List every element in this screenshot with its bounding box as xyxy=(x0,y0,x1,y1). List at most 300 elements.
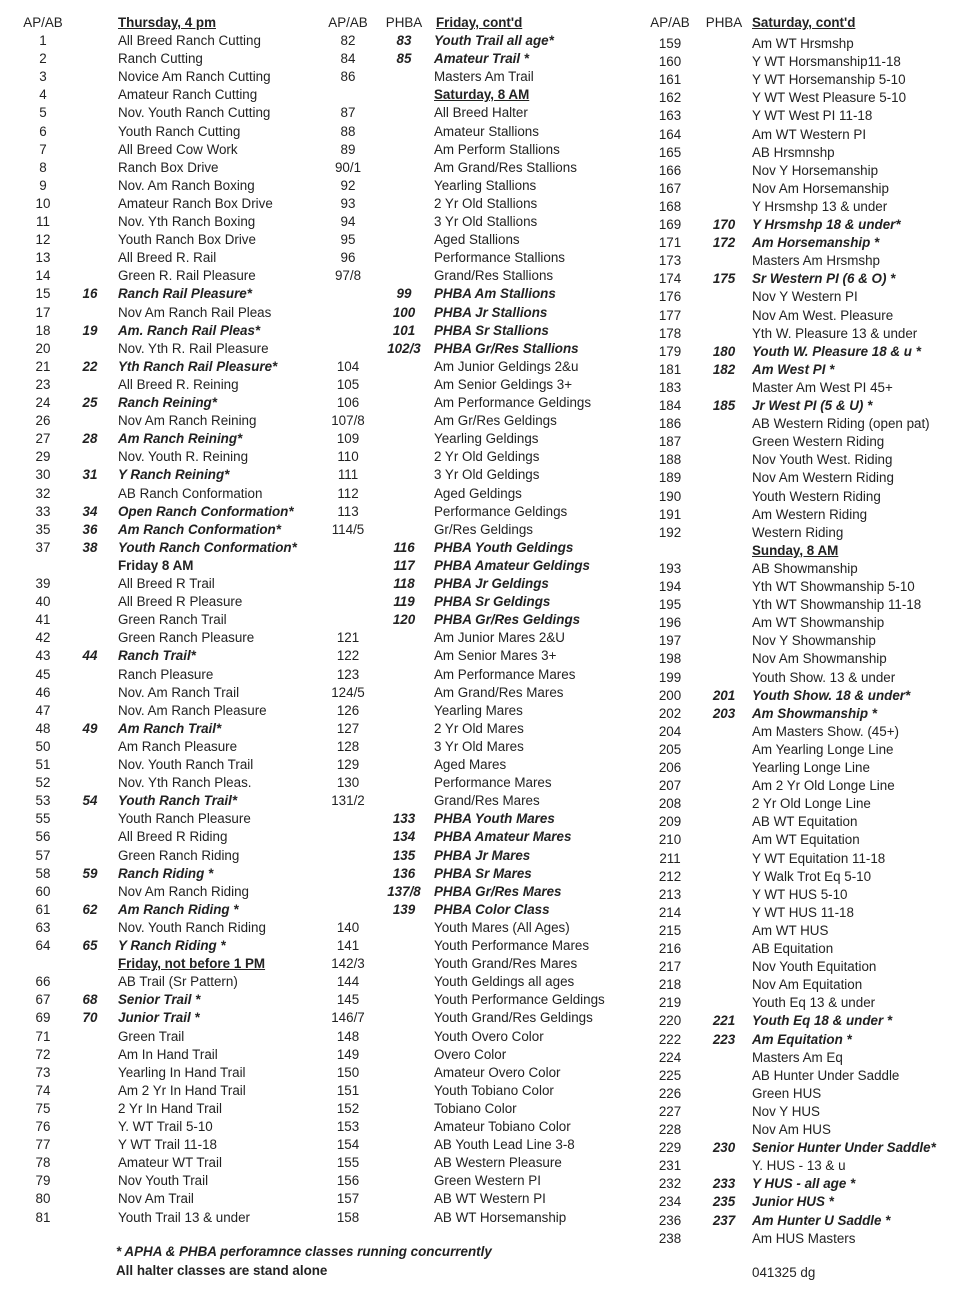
class-name: Nov Am HUS xyxy=(752,1122,831,1137)
class-name: PHBA Amateur Geldings xyxy=(434,557,590,573)
class-name: Am Hunter U Saddle * xyxy=(752,1212,891,1228)
apab-number: 174 xyxy=(658,271,682,287)
col3-class-row xyxy=(0,397,971,415)
apab-number: 189 xyxy=(658,470,682,486)
class-name: All Breed R Pleasure xyxy=(118,594,243,610)
class-name: Am WT Hrsmshp xyxy=(752,36,854,51)
apab-number: 220 xyxy=(658,1013,682,1029)
apab-number: 114/5 xyxy=(331,521,365,537)
apab-number: 236 xyxy=(658,1212,682,1228)
apab-number: 122 xyxy=(336,648,360,664)
class-name: Am Gr/Res Geldings xyxy=(434,413,557,429)
apab-number: 96 xyxy=(340,250,356,266)
apab-number: 69 xyxy=(35,1010,51,1026)
class-name: Youth Performance Geldings xyxy=(434,992,605,1008)
apab-number: 37 xyxy=(35,539,51,555)
col3-class-row xyxy=(0,614,971,632)
class-name: Green Ranch Trail xyxy=(118,612,227,628)
apab-number: 160 xyxy=(658,54,682,70)
col3-day-title: Saturday, cont'd xyxy=(752,15,856,30)
class-name: Green Western Riding xyxy=(752,434,885,450)
class-name: Senior Hunter Under Saddle* xyxy=(752,1140,936,1156)
class-name: Saturday, 8 AM xyxy=(434,87,530,103)
apab-number: 30 xyxy=(35,467,51,483)
class-name: Youth Ranch Box Drive xyxy=(118,232,256,248)
col3-class-row xyxy=(0,687,971,705)
phba-number: 22 xyxy=(82,358,98,374)
phba-number: 49 xyxy=(82,720,98,736)
apab-number: 197 xyxy=(658,633,682,649)
class-name: Green R. Rail Pleasure xyxy=(118,268,256,284)
apab-number: 128 xyxy=(336,738,360,754)
apab-number: 95 xyxy=(340,232,356,248)
apab-number: 75 xyxy=(35,1100,51,1116)
class-name: All Breed Cow Work xyxy=(118,141,238,157)
apab-number: 12 xyxy=(35,232,51,248)
col3-class-row xyxy=(0,216,971,234)
phba-number: 116 xyxy=(393,539,415,555)
apab-number: 188 xyxy=(658,452,682,468)
apab-number: 152 xyxy=(336,1100,360,1116)
class-name: Youth Show. 13 & under xyxy=(752,669,896,685)
apab-number: 218 xyxy=(658,977,682,993)
apab-number: 88 xyxy=(340,123,356,139)
class-name: Nov. Yth R. Rail Pleasure xyxy=(118,340,269,356)
apab-number: 89 xyxy=(340,141,356,157)
class-name: Junior Trail * xyxy=(118,1010,200,1026)
col3-class-row xyxy=(0,1121,971,1139)
col3-class-row xyxy=(0,596,971,614)
apab-number: 226 xyxy=(658,1085,682,1101)
col3-class-row xyxy=(0,288,971,306)
class-name: Youth Grand/Res Mares xyxy=(434,956,578,972)
class-name: Youth Ranch Conformation* xyxy=(118,539,297,555)
apab-number: 76 xyxy=(35,1119,51,1134)
col3-class-row xyxy=(0,343,971,361)
class-name: Grand/Res Mares xyxy=(434,793,540,809)
class-name: Y Walk Trot Eq 5-10 xyxy=(752,868,872,884)
class-name: Nov Am Showmanship xyxy=(752,651,887,667)
class-name: Am WT Western PI xyxy=(752,126,867,142)
class-name: Green HUS xyxy=(752,1085,822,1101)
class-name: PHBA Color Class xyxy=(434,901,550,917)
class-name: Am Junior Geldings 2&u xyxy=(434,358,579,374)
class-name: Open Ranch Conformation* xyxy=(118,503,294,519)
class-name: Am Junior Mares 2&U xyxy=(434,630,565,646)
apab-number: 157 xyxy=(336,1191,360,1207)
class-name: AB Western Pleasure xyxy=(434,1155,562,1171)
class-name: PHBA Sr Mares xyxy=(434,865,532,881)
class-name: Y. HUS - 13 & u xyxy=(752,1158,846,1174)
col3-class-row xyxy=(0,958,971,976)
apab-number: 47 xyxy=(35,702,51,718)
class-name: 3 Yr Old Geldings xyxy=(434,467,540,483)
class-name: 3 Yr Old Mares xyxy=(434,738,524,754)
class-name: Amateur WT Trail xyxy=(118,1155,222,1171)
col3-class-row xyxy=(0,759,971,777)
col3-class-row xyxy=(0,795,971,813)
class-name: Amateur Overo Color xyxy=(434,1064,561,1080)
phba-number: 102/3 xyxy=(387,340,421,356)
apab-number: 67 xyxy=(35,992,51,1008)
phba-number: 170 xyxy=(712,217,736,232)
apab-number: 5 xyxy=(39,105,47,121)
class-name: Nov Am Ranch Rail Pleas xyxy=(118,304,272,320)
apab-number: 211 xyxy=(659,850,681,866)
apab-number: 155 xyxy=(336,1155,360,1171)
class-name: Ranch Cutting xyxy=(118,51,203,67)
col3-class-row xyxy=(0,107,971,125)
apab-number: 202 xyxy=(658,705,682,721)
apab-number: 51 xyxy=(35,757,51,772)
class-name: Nov. Youth Ranch Trail xyxy=(118,757,254,772)
apab-number: 179 xyxy=(658,343,682,359)
class-name: Am Perform Stallions xyxy=(434,141,560,157)
col3-class-row xyxy=(0,705,971,723)
class-name: Youth Trail 13 & under xyxy=(118,1209,251,1225)
apab-number: 166 xyxy=(658,162,682,178)
apab-number: 105 xyxy=(336,376,360,392)
phba-number: 28 xyxy=(82,431,98,447)
apab-number: 146/7 xyxy=(331,1010,365,1026)
class-name: PHBA Gr/Res Mares xyxy=(434,883,562,899)
apab-number: 214 xyxy=(658,904,682,920)
class-name: Yth WT Showmanship 5-10 xyxy=(752,579,915,594)
class-name: Amateur Ranch Cutting xyxy=(118,87,258,103)
class-name: Nov. Am Ranch Trail xyxy=(118,684,240,700)
phba-number: 233 xyxy=(712,1176,736,1192)
col3-class-row xyxy=(0,560,971,578)
class-name: AB Youth Lead Line 3-8 xyxy=(434,1137,575,1153)
col3-class-row xyxy=(0,904,971,922)
class-name: Ranch Pleasure xyxy=(118,666,214,682)
class-name: PHBA Jr Mares xyxy=(434,847,531,863)
apab-number: 163 xyxy=(658,108,682,124)
apab-number: 97/8 xyxy=(334,268,362,284)
class-name: Am Ranch Trail* xyxy=(118,720,222,736)
class-name: Friday, not before 1 PM xyxy=(118,956,266,972)
apab-number: 224 xyxy=(658,1049,682,1065)
apab-number: 232 xyxy=(658,1176,682,1192)
apab-number: 110 xyxy=(337,449,359,465)
class-name: Performance Mares xyxy=(434,775,552,791)
class-name: Am Performance Mares xyxy=(434,666,576,682)
col1-header-apab: AP/AB xyxy=(23,15,63,30)
class-name: Aged Mares xyxy=(434,757,507,772)
col3-class-row xyxy=(0,1031,971,1049)
apab-number: 206 xyxy=(658,760,682,775)
class-name: PHBA Am Stallions xyxy=(434,286,556,302)
class-name: Amateur Trail * xyxy=(434,51,530,67)
class-name: Youth Eq 18 & under * xyxy=(752,1013,893,1029)
class-name: Youth Ranch Cutting xyxy=(118,123,241,139)
class-name: AB Western Riding (open pat) xyxy=(752,416,930,432)
apab-number: 112 xyxy=(337,485,359,501)
class-name: Nov. Am Ranch Pleasure xyxy=(118,702,267,718)
class-name: 2 Yr Old Longe Line xyxy=(752,796,871,812)
class-name: Masters Am Hrsmshp xyxy=(752,253,880,269)
col3-class-row xyxy=(0,1175,971,1193)
phba-number: 230 xyxy=(712,1140,736,1156)
col3-class-row xyxy=(0,270,971,288)
apab-number: 176 xyxy=(658,289,682,305)
class-name: Youth Ranch Pleasure xyxy=(118,811,251,827)
col3-class-row xyxy=(0,868,971,886)
class-name: Am Ranch Conformation* xyxy=(118,521,281,537)
col3-class-row xyxy=(0,1049,971,1067)
class-name: Gr/Res Geldings xyxy=(434,521,533,537)
apab-number: 238 xyxy=(658,1230,682,1246)
class-name: Youth W. Pleasure 18 & u * xyxy=(752,343,921,359)
apab-number: 39 xyxy=(35,576,51,591)
apab-number: 196 xyxy=(658,615,682,631)
apab-number: 190 xyxy=(658,488,682,504)
class-name: Nov Y Western PI xyxy=(752,289,858,305)
apab-number: 154 xyxy=(336,1137,360,1153)
apab-number: 50 xyxy=(35,738,51,754)
class-name: Nov. Yth Ranch Pleas. xyxy=(118,775,252,791)
class-name: AB Equitation xyxy=(752,941,834,956)
phba-number: 136 xyxy=(392,865,416,881)
apab-number: 142/3 xyxy=(331,956,365,972)
apab-number: 78 xyxy=(35,1155,51,1171)
class-name: Nov. Am Ranch Boxing xyxy=(118,177,255,193)
col3-class-row xyxy=(0,144,971,162)
apab-number: 21 xyxy=(35,358,51,374)
apab-number: 126 xyxy=(336,702,360,718)
apab-number: 93 xyxy=(340,195,356,211)
class-name: Sr Western PI (6 & O) * xyxy=(752,271,896,287)
apab-number: 159 xyxy=(658,36,682,51)
class-name: All Breed R. Reining xyxy=(118,376,239,392)
apab-number: 204 xyxy=(658,723,682,739)
class-name: Performance Geldings xyxy=(434,503,568,519)
apab-number: 13 xyxy=(35,250,51,266)
class-name: Y Ranch Reining* xyxy=(118,467,230,483)
apab-number: 205 xyxy=(658,741,682,757)
apab-number: 141 xyxy=(336,938,360,953)
class-name: Am Western Riding xyxy=(752,506,868,522)
apab-number: 165 xyxy=(658,144,682,160)
class-name: Am Grand/Res Stallions xyxy=(434,159,577,175)
class-name: Am Ranch Riding * xyxy=(118,901,239,917)
class-name: Yearling Longe Line xyxy=(752,760,870,775)
apab-number: 109 xyxy=(336,431,360,447)
col3-class-row xyxy=(0,922,971,940)
col1-day-title: Thursday, 4 pm xyxy=(118,15,216,30)
apab-number: 225 xyxy=(658,1067,682,1083)
class-name: Am WT Showmanship xyxy=(752,615,885,631)
apab-number: 216 xyxy=(658,941,682,956)
class-name: PHBA Amateur Mares xyxy=(434,829,572,845)
class-name: Nov Youth Trail xyxy=(118,1173,209,1189)
apab-number: 121 xyxy=(336,630,360,646)
class-name: Yth Ranch Rail Pleasure* xyxy=(118,358,278,374)
class-name: Youth Overo Color xyxy=(434,1028,544,1044)
apab-number: 200 xyxy=(658,687,682,703)
apab-number: 164 xyxy=(658,126,682,142)
phba-number: 203 xyxy=(712,705,736,721)
class-name: 3 Yr Old Stallions xyxy=(434,214,538,229)
apab-number: 207 xyxy=(658,778,682,794)
apab-number: 178 xyxy=(658,325,682,341)
apab-number: 86 xyxy=(340,69,356,85)
col3-class-row xyxy=(0,669,971,687)
phba-number: 19 xyxy=(82,322,98,338)
class-name: All Breed Halter xyxy=(434,105,528,121)
class-name: Youth Ranch Trail* xyxy=(118,793,238,809)
col3-class-row xyxy=(0,361,971,379)
class-name: Y WT Horsmanship11-18 xyxy=(752,54,901,70)
class-name: Y WT Trail 11-18 xyxy=(118,1137,217,1153)
class-name: Youth Mares (All Ages) xyxy=(434,919,570,935)
class-name: Youth Performance Mares xyxy=(434,938,590,953)
class-name: Green Ranch Riding xyxy=(118,847,240,863)
class-name: All Breed Ranch Cutting xyxy=(118,33,261,48)
apab-number: 131/2 xyxy=(331,793,365,809)
phba-number: 34 xyxy=(82,503,98,519)
class-name: AB Showmanship xyxy=(752,560,858,576)
class-name: PHBA Sr Stallions xyxy=(434,322,549,338)
phba-number: 119 xyxy=(393,594,415,610)
col3-class-row xyxy=(0,813,971,831)
apab-number: 66 xyxy=(35,974,51,990)
apab-number: 162 xyxy=(658,90,682,106)
col3-class-row xyxy=(0,162,971,180)
class-name: PHBA Youth Geldings xyxy=(434,539,574,555)
class-name: Youth Trail all age* xyxy=(434,33,554,48)
col3-class-row xyxy=(0,71,971,89)
col3-class-row xyxy=(0,234,971,252)
apab-number: 3 xyxy=(39,69,47,85)
class-name: Am Senior Geldings 3+ xyxy=(434,376,573,392)
apab-number: 123 xyxy=(336,666,360,682)
col3-class-row xyxy=(0,1103,971,1121)
class-name: Sunday, 8 AM xyxy=(752,542,839,558)
phba-number: 120 xyxy=(392,612,416,628)
class-name: Youth Eq 13 & under xyxy=(752,995,876,1011)
apab-number: 42 xyxy=(35,630,51,646)
apab-number: 55 xyxy=(35,811,51,827)
apab-number: 145 xyxy=(336,992,360,1008)
class-name: Am Performance Geldings xyxy=(434,395,592,410)
apab-number: 64 xyxy=(35,938,51,953)
col3-class-row xyxy=(0,886,971,904)
class-name: 2 Yr Old Mares xyxy=(434,720,524,736)
apab-number: 52 xyxy=(35,775,51,791)
phba-number: 139 xyxy=(392,901,416,917)
phba-number: 16 xyxy=(82,286,98,302)
apab-number: 186 xyxy=(658,416,682,432)
col3-class-row xyxy=(0,723,971,741)
apab-number: 26 xyxy=(35,413,51,429)
phba-number: 38 xyxy=(82,539,98,555)
class-name: Am HUS Masters xyxy=(752,1230,856,1246)
apab-number: 9 xyxy=(39,177,47,193)
apab-number: 158 xyxy=(336,1209,360,1225)
apab-number: 129 xyxy=(336,757,360,772)
phba-number: 118 xyxy=(393,576,415,591)
col2-header-phba: PHBA xyxy=(385,15,423,30)
class-name: Am Grand/Res Mares xyxy=(434,684,564,700)
class-name: PHBA Sr Geldings xyxy=(434,594,551,610)
col3-header-apab: AP/AB xyxy=(650,15,690,30)
apab-number: 111 xyxy=(337,467,359,483)
apab-number: 79 xyxy=(35,1173,51,1189)
apab-number: 40 xyxy=(35,594,51,610)
col3-class-row xyxy=(0,650,971,668)
phba-number: 180 xyxy=(712,343,736,359)
apab-number: 2 xyxy=(39,51,47,67)
apab-number: 127 xyxy=(336,720,360,736)
apab-number: 168 xyxy=(658,198,682,214)
phba-number: 134 xyxy=(392,829,416,845)
class-name: Am West PI * xyxy=(752,361,835,377)
class-name: Nov Am Ranch Riding xyxy=(118,883,249,899)
phba-number: 221 xyxy=(712,1013,736,1029)
class-name: AB Ranch Conformation xyxy=(118,485,263,501)
col3-header-phba: PHBA xyxy=(705,15,743,30)
apab-number: 6 xyxy=(39,123,47,139)
class-name: Am Masters Show. (45+) xyxy=(752,723,899,739)
col3-class-row xyxy=(0,126,971,144)
apab-number: 169 xyxy=(658,217,682,232)
class-name: Grand/Res Stallions xyxy=(434,268,554,284)
class-name: Yearling Geldings xyxy=(434,431,539,447)
class-name: Green Ranch Pleasure xyxy=(118,630,255,646)
col3-class-row xyxy=(0,1212,971,1230)
class-name: Nov Youth Equitation xyxy=(752,959,877,975)
col3-class-row xyxy=(0,35,971,53)
class-name: Am Yearling Longe Line xyxy=(752,741,894,757)
phba-number: 83 xyxy=(396,33,412,48)
col3-class-row xyxy=(0,524,971,542)
col3-class-row xyxy=(0,940,971,958)
class-name: Yth WT Showmanship 11-18 xyxy=(752,597,922,613)
class-name: Youth Tobiano Color xyxy=(434,1082,554,1098)
col3-class-row xyxy=(0,488,971,506)
apab-number: 35 xyxy=(35,521,51,537)
class-name: Y. WT Trail 5-10 xyxy=(118,1119,213,1134)
apab-number: 194 xyxy=(658,579,682,594)
apab-number: 153 xyxy=(336,1119,360,1134)
apab-number: 130 xyxy=(336,775,360,791)
apab-number: 234 xyxy=(658,1194,682,1210)
apab-number: 193 xyxy=(658,560,682,576)
class-name: Novice Am Ranch Cutting xyxy=(118,69,271,85)
class-name: Am WT Equitation xyxy=(752,832,860,848)
class-name: Am Equitation * xyxy=(752,1031,852,1047)
class-name: Y Hrsmshp 18 & under* xyxy=(752,217,901,232)
apab-number: 140 xyxy=(336,919,360,935)
apab-number: 199 xyxy=(658,669,682,685)
class-name: Am Ranch Reining* xyxy=(118,431,243,447)
class-name: Nov. Youth Ranch Cutting xyxy=(118,105,271,121)
phba-number: 44 xyxy=(82,648,98,664)
class-name: Am 2 Yr Old Longe Line xyxy=(752,778,895,794)
class-name: All Breed R. Rail xyxy=(118,250,217,266)
class-name: Friday 8 AM xyxy=(118,557,194,573)
apab-number: 53 xyxy=(35,793,51,809)
apab-number: 219 xyxy=(658,995,682,1011)
class-name: Nov Am Western Riding xyxy=(752,470,894,486)
class-name: Am WT HUS xyxy=(752,922,829,938)
apab-number: 81 xyxy=(35,1209,51,1225)
class-name: AB WT Equitation xyxy=(752,814,858,830)
apab-number: 144 xyxy=(336,974,360,990)
class-name: Ranch Riding * xyxy=(118,865,214,881)
apab-number: 177 xyxy=(658,307,682,323)
